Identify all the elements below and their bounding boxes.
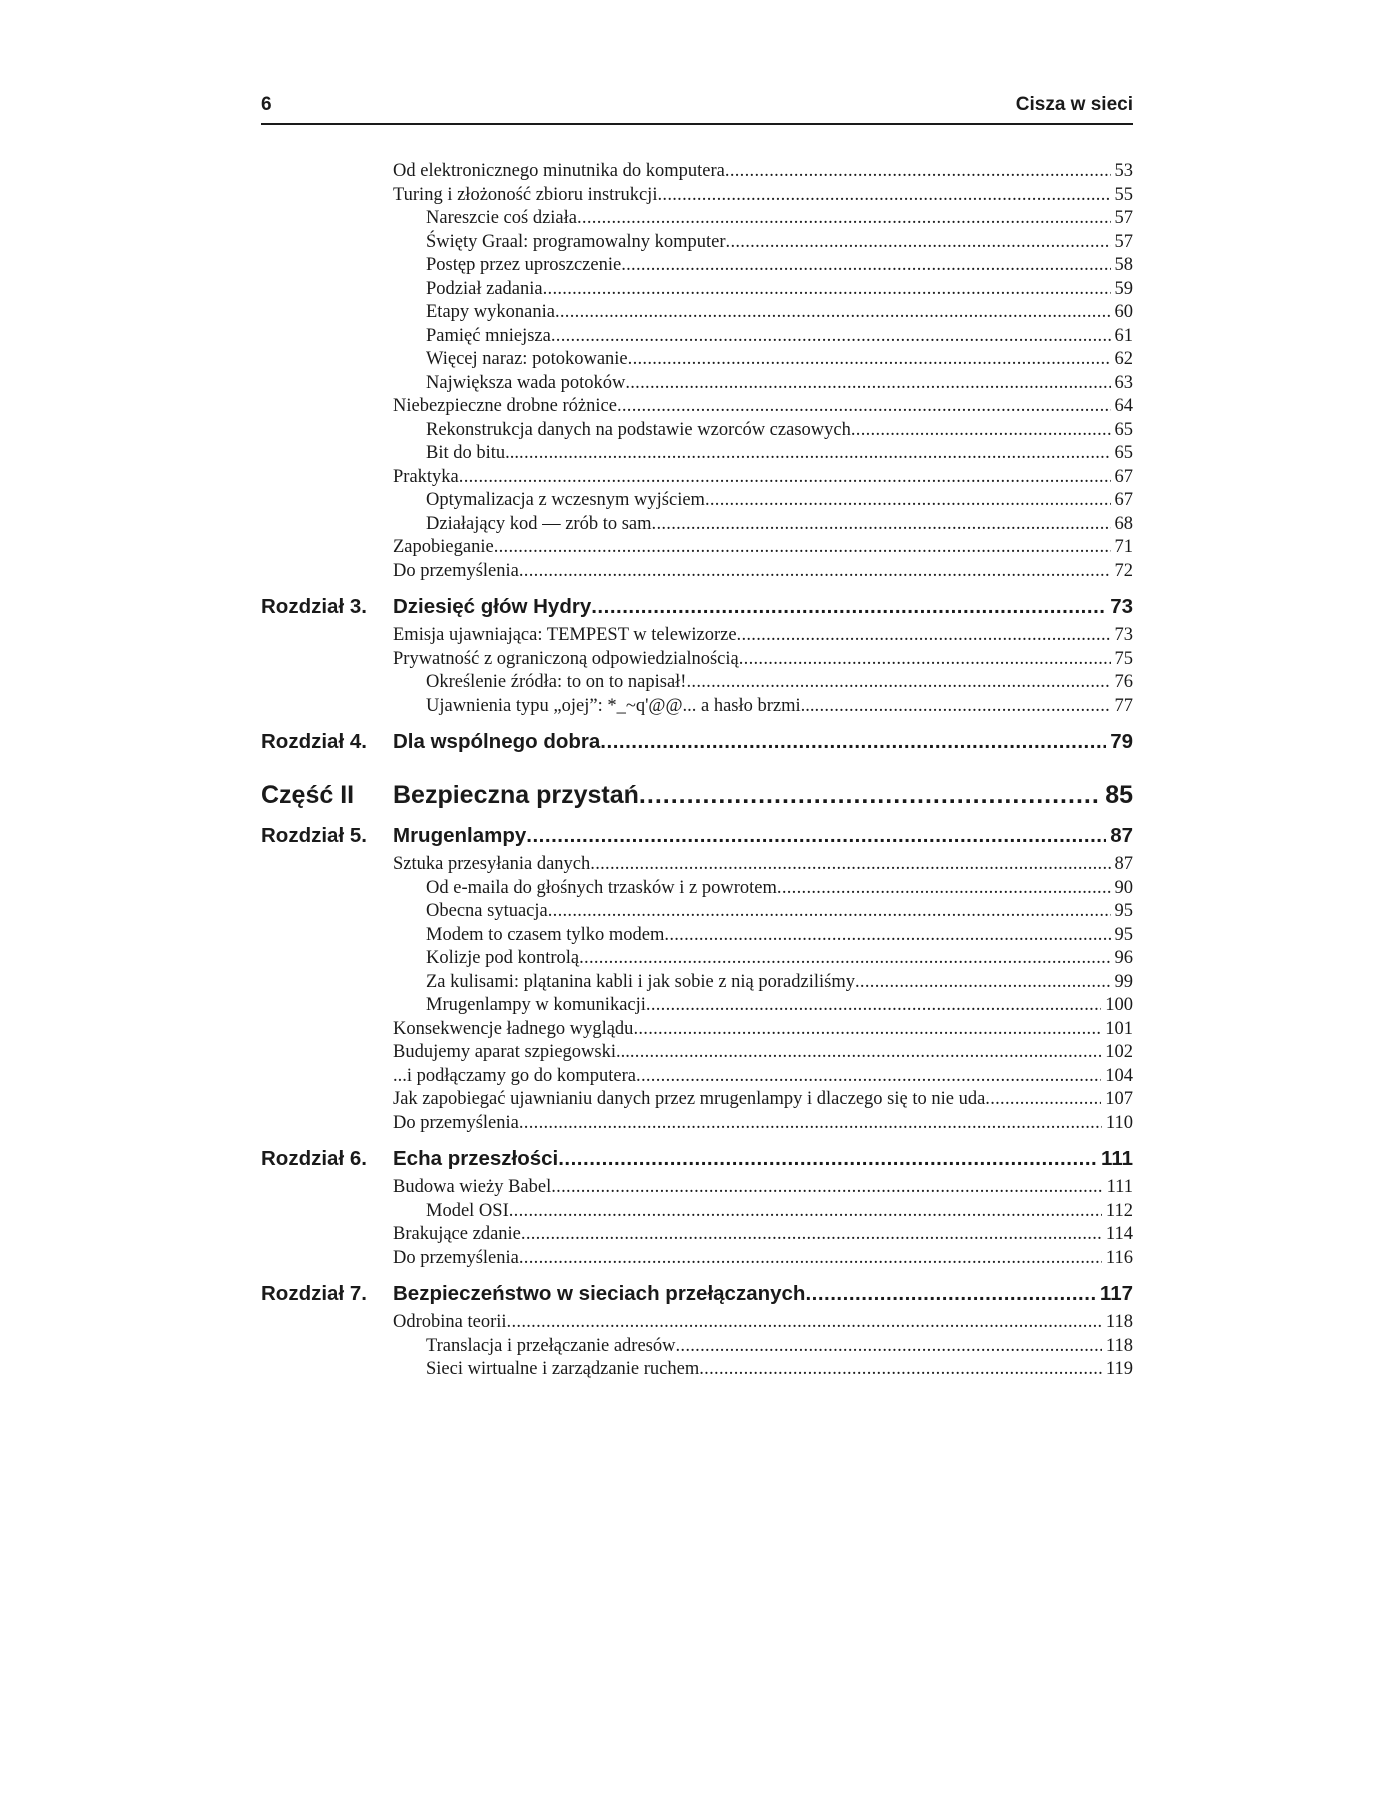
toc-entry-title: Pamięć mniejsza: [426, 325, 551, 346]
toc-entry-title: Od elektronicznego minutnika do komputera: [393, 161, 725, 181]
toc-page-number: 63: [1114, 372, 1133, 393]
toc-entry-title: Podział zadania: [426, 278, 543, 299]
dot-leader: [551, 325, 1111, 349]
toc-row-body: [393, 1112, 1133, 1136]
toc-entry-title: Święty Graal: programowalny komputer: [426, 231, 726, 252]
toc-entry-row: [261, 1223, 1133, 1247]
dot-leader: [551, 1176, 1102, 1200]
dot-leader: [633, 1018, 1101, 1042]
toc-page-number: 112: [1105, 1200, 1133, 1221]
toc-page-number: 101: [1105, 1018, 1133, 1039]
toc-page-number: 111: [1106, 1177, 1133, 1197]
toc-sub-row: [261, 1200, 1133, 1224]
dot-leader: [699, 1358, 1102, 1382]
toc-page-number: 119: [1105, 1359, 1133, 1379]
toc-entry-row: [261, 395, 1133, 419]
toc-entry-title: Za kulisami: plątanina kabli i jak sobie z nią poradziliśmy: [426, 971, 855, 992]
toc-row-body: [393, 372, 1133, 396]
toc-sub-row: [261, 1335, 1133, 1359]
toc-entry-title: Optymalizacja z wczesnym wyjściem: [426, 490, 705, 510]
toc-row-body: [393, 924, 1133, 948]
dot-leader: [726, 231, 1111, 255]
toc-page-number: 62: [1114, 349, 1133, 369]
toc-entry-row: [261, 1247, 1133, 1271]
toc-row-body: [393, 877, 1133, 901]
toc-entry-title: Ujawnienia typu „ojej”: *_~q'@@... a hasło brzmi...: [426, 695, 815, 716]
toc-row-body: [393, 560, 1133, 584]
toc-sub-row: [261, 301, 1133, 325]
toc-row-body: [393, 947, 1133, 971]
toc-page-number: 118: [1105, 1312, 1133, 1332]
toc-page-number: 96: [1114, 948, 1133, 968]
table-of-contents: [261, 160, 1133, 1382]
toc-entry-title: Największa wada potoków: [426, 372, 626, 393]
toc-entry-title: Mrugenlampy: [393, 824, 527, 847]
toc-entry-title: Więcej naraz: potokowanie: [426, 349, 628, 369]
toc-entry-title: Emisja ujawniająca: TEMPEST w telewizorze: [393, 625, 737, 645]
toc-page-number: 104: [1105, 1065, 1133, 1086]
toc-entry-title: Bit do bitu...: [426, 443, 520, 463]
toc-sub-row: [261, 278, 1133, 302]
toc-entry-title: Kolizje pod kontrolą: [426, 948, 580, 968]
toc-sub-row: [261, 207, 1133, 231]
toc-row-label: Rozdział 3.: [261, 595, 367, 618]
toc-sub-row: [261, 947, 1133, 971]
dot-leader: [636, 1065, 1101, 1089]
toc-page-number: 76: [1114, 672, 1133, 692]
toc-row-body: [393, 466, 1133, 490]
toc-row-body: [393, 1280, 1133, 1308]
toc-page-number: 65: [1114, 419, 1133, 440]
toc-entry-title: Dziesięć głów Hydry: [393, 595, 592, 618]
toc-page-number: 116: [1105, 1247, 1133, 1268]
toc-row-body: [393, 1176, 1133, 1200]
toc-page-number: 107: [1105, 1089, 1133, 1109]
toc-sub-row: [261, 231, 1133, 255]
toc-row-body: [393, 1358, 1133, 1382]
toc-chapter-row: [261, 822, 1133, 850]
dot-leader: [548, 900, 1111, 924]
toc-entry-title: Rekonstrukcja danych na podstawie wzorców czasowych: [426, 419, 851, 440]
toc-entry-title: ...i podłączamy go do komputera: [393, 1065, 637, 1086]
dot-leader: [639, 778, 1101, 812]
toc-page-number: 77: [1114, 695, 1133, 716]
toc-row-body: [393, 1223, 1133, 1247]
toc-entry-row: [261, 648, 1133, 672]
toc-page-number: 57: [1114, 231, 1133, 252]
toc-page-number: 73: [1114, 625, 1133, 645]
toc-row-body: [393, 207, 1133, 231]
dot-leader: [519, 560, 1111, 584]
toc-entry-title: Zapobieganie: [393, 537, 494, 557]
dot-leader: [579, 947, 1110, 971]
toc-entry-title: Od e-maila do głośnych trzasków i z powrotem: [426, 877, 777, 898]
dot-leader: [646, 994, 1101, 1018]
toc-row-body: [393, 254, 1133, 278]
toc-row-body: [393, 1041, 1133, 1065]
toc-entry-row: [261, 1088, 1133, 1112]
running-title: Cisza w sieci: [1015, 94, 1133, 115]
dot-leader: [519, 1247, 1102, 1271]
page-header: [261, 94, 1133, 116]
toc-page-number: 72: [1114, 560, 1133, 581]
dot-leader: [686, 671, 1110, 695]
dot-leader: [590, 853, 1110, 877]
toc-entry-title: Prywatność z ograniczoną odpowiedzialnością: [393, 648, 739, 669]
toc-row-body: [393, 971, 1133, 995]
dot-leader: [600, 728, 1106, 756]
dot-leader: [555, 301, 1111, 325]
toc-page-number: 110: [1105, 1112, 1133, 1133]
toc-page-number: 90: [1114, 877, 1133, 898]
toc-row-body: [393, 231, 1133, 255]
dot-leader: [675, 1335, 1101, 1359]
dot-leader: [664, 924, 1110, 948]
toc-sub-row: [261, 442, 1133, 466]
toc-page-number: 75: [1114, 648, 1133, 669]
toc-row-body: [393, 442, 1133, 466]
toc-row-label: Rozdział 4.: [261, 730, 367, 753]
dot-leader: [652, 513, 1111, 537]
toc-row-body: [393, 395, 1133, 419]
toc-entry-title: Do przemyślenia: [393, 1247, 519, 1268]
dot-leader: [855, 971, 1111, 995]
toc-row-body: [393, 489, 1133, 513]
toc-sub-row: [261, 877, 1133, 901]
toc-chapter-row: [261, 593, 1133, 621]
toc-row-body: [393, 1018, 1133, 1042]
dot-leader: [657, 184, 1110, 208]
toc-row-body: [393, 593, 1133, 621]
toc-row-body: [393, 695, 1133, 719]
toc-row-body: [393, 853, 1133, 877]
toc-page-number: 57: [1114, 208, 1133, 228]
dot-leader: [507, 1311, 1102, 1335]
dot-leader: [543, 278, 1111, 302]
toc-entry-title: Mrugenlampy w komunikacji: [426, 995, 646, 1015]
toc-entry-row: [261, 184, 1133, 208]
toc-page-number: 73: [1110, 595, 1133, 618]
toc-page-number: 87: [1114, 854, 1133, 874]
toc-entry-title: Bezpieczeństwo w sieciach przełączanych: [393, 1282, 806, 1305]
dot-leader: [519, 442, 1110, 466]
toc-entry-title: Działający kod — zrób to sam: [426, 513, 652, 534]
toc-entry-row: [261, 853, 1133, 877]
toc-entry-title: Sztuka przesyłania danych: [393, 854, 591, 874]
dot-leader: [725, 160, 1111, 184]
toc-entry-title: Brakujące zdanie: [393, 1224, 521, 1244]
dot-leader: [625, 372, 1110, 396]
toc-sub-row: [261, 513, 1133, 537]
toc-page-number: 79: [1110, 730, 1133, 753]
toc-row-body: [393, 1065, 1133, 1089]
toc-entry-title: Nareszcie coś działa: [426, 208, 577, 228]
toc-entry-row: [261, 560, 1133, 584]
toc-entry-title: Etapy wykonania: [426, 302, 555, 322]
toc-row-body: [393, 536, 1133, 560]
toc-entry-title: Echa przeszłości: [393, 1147, 559, 1170]
header-rule: [261, 123, 1133, 125]
toc-sub-row: [261, 671, 1133, 695]
toc-chapter-row: [261, 1145, 1133, 1173]
dot-leader: [739, 648, 1111, 672]
toc-entry-title: Modem to czasem tylko modem: [426, 924, 665, 945]
toc-entry-title: Dla wspólnego dobra: [393, 730, 601, 753]
toc-sub-row: [261, 695, 1133, 719]
toc-page-number: 71: [1114, 537, 1133, 557]
toc-row-body: [393, 301, 1133, 325]
dot-leader: [815, 695, 1111, 719]
dot-leader: [628, 348, 1111, 372]
toc-row-body: [393, 160, 1133, 184]
toc-entry-title: Turing i złożoność zbioru instrukcji: [393, 184, 658, 205]
toc-row-body: [393, 1088, 1133, 1112]
toc-sub-row: [261, 489, 1133, 513]
toc-page-number: 87: [1110, 824, 1133, 847]
toc-sub-row: [261, 971, 1133, 995]
toc-row-body: [393, 728, 1133, 756]
toc-page-number: 102: [1105, 1042, 1133, 1062]
toc-row-body: [393, 513, 1133, 537]
dot-leader: [494, 536, 1111, 560]
toc-part-row: [261, 778, 1133, 812]
toc-page-number: 114: [1105, 1224, 1133, 1244]
toc-row-body: [393, 419, 1133, 443]
dot-leader: [621, 254, 1110, 278]
toc-row-label: Rozdział 7.: [261, 1282, 367, 1305]
toc-page-number: 100: [1105, 995, 1133, 1015]
toc-entry-title: Budujemy aparat szpiegowski...: [393, 1042, 630, 1062]
toc-row-body: [393, 648, 1133, 672]
toc-row-label: Rozdział 5.: [261, 824, 367, 847]
toc-entry-row: [261, 1018, 1133, 1042]
toc-sub-row: [261, 325, 1133, 349]
toc-row-body: [393, 278, 1133, 302]
toc-row-body: [393, 900, 1133, 924]
dot-leader: [591, 593, 1106, 621]
toc-row-body: [393, 822, 1133, 850]
toc-entry-row: [261, 1112, 1133, 1136]
toc-row-label: Rozdział 6.: [261, 1147, 367, 1170]
toc-entry-title: Sieci wirtualne i zarządzanie ruchem: [426, 1359, 700, 1379]
toc-page-number: 53: [1114, 161, 1133, 181]
dot-leader: [577, 207, 1111, 231]
toc-chapter-row: [261, 728, 1133, 756]
dot-leader: [509, 1200, 1102, 1224]
toc-entry-title: Obecna sytuacja: [426, 901, 548, 921]
toc-entry-title: Odrobina teorii: [393, 1312, 507, 1332]
toc-row-body: [393, 1145, 1133, 1173]
dot-leader: [805, 1280, 1095, 1308]
toc-sub-row: [261, 254, 1133, 278]
toc-entry-title: Postęp przez uproszczenie: [426, 255, 622, 275]
toc-page-number: 58: [1114, 255, 1133, 275]
toc-entry-title: Praktyka: [393, 466, 459, 487]
toc-page-number: 60: [1114, 302, 1133, 322]
toc-entry-title: Translacja i przełączanie adresów: [426, 1335, 676, 1356]
toc-row-body: [393, 1311, 1133, 1335]
toc-page-number: 65: [1114, 443, 1133, 463]
toc-sub-row: [261, 900, 1133, 924]
dot-leader: [526, 822, 1106, 850]
toc-entry-title: Określenie źródła: to on to napisał!: [426, 672, 687, 692]
toc-page-number: 55: [1114, 184, 1133, 205]
toc-page-number: 64: [1114, 396, 1133, 416]
dot-leader: [630, 1041, 1101, 1065]
toc-row-body: [393, 1335, 1133, 1359]
toc-entry-title: Do przemyślenia: [393, 560, 519, 581]
dot-leader: [459, 466, 1111, 490]
toc-sub-row: [261, 924, 1133, 948]
toc-row-body: [393, 325, 1133, 349]
toc-entry-title: Budowa wieży Babel: [393, 1177, 552, 1197]
page-number: 6: [261, 94, 272, 115]
toc-page-number: 61: [1114, 325, 1133, 346]
toc-page-number: 85: [1105, 781, 1133, 809]
toc-row-body: [393, 994, 1133, 1018]
toc-page-number: 59: [1114, 278, 1133, 299]
toc-entry-row: [261, 536, 1133, 560]
dot-leader: [558, 1145, 1097, 1173]
toc-sub-row: [261, 372, 1133, 396]
toc-entry-title: Niebezpieczne drobne różnice: [393, 396, 617, 416]
toc-page-number: 118: [1105, 1335, 1133, 1356]
toc-row-body: [393, 1247, 1133, 1271]
dot-leader: [777, 877, 1111, 901]
toc-chapter-row: [261, 1280, 1133, 1308]
toc-row-body: [393, 624, 1133, 648]
toc-page-number: 99: [1114, 971, 1133, 992]
toc-page-number: 95: [1114, 901, 1133, 921]
toc-entry-row: [261, 1176, 1133, 1200]
toc-entry-title: Jak zapobiegać ujawnianiu danych przez mrugenlampy i dlaczego się to nie uda: [393, 1089, 986, 1109]
toc-page-number: 111: [1101, 1147, 1133, 1170]
toc-entry-title: Konsekwencje ładnego wyglądu: [393, 1018, 634, 1039]
toc-entry-row: [261, 466, 1133, 490]
dot-leader: [617, 395, 1111, 419]
toc-page-number: 67: [1114, 466, 1133, 487]
toc-row-body: [393, 1200, 1133, 1224]
toc-page-number: 67: [1114, 490, 1133, 510]
toc-entry-row: [261, 1041, 1133, 1065]
toc-row-body: [393, 671, 1133, 695]
toc-row-body: [393, 778, 1133, 812]
toc-entry-row: [261, 1065, 1133, 1089]
toc-entry-row: [261, 624, 1133, 648]
toc-row-body: [393, 184, 1133, 208]
toc-entry-title: Bezpieczna przystań: [393, 781, 639, 809]
dot-leader: [705, 489, 1111, 513]
toc-entry-row: [261, 160, 1133, 184]
toc-row-label: Część II: [261, 781, 355, 809]
dot-leader: [851, 419, 1111, 443]
toc-page-number: 95: [1114, 924, 1133, 945]
toc-entry-title: Model OSI: [426, 1200, 509, 1221]
dot-leader: [519, 1112, 1102, 1136]
dot-leader: [985, 1088, 1101, 1112]
toc-entry-row: [261, 1311, 1133, 1335]
toc-row-body: [393, 348, 1133, 372]
toc-sub-row: [261, 1358, 1133, 1382]
toc-sub-row: [261, 419, 1133, 443]
toc-page-number: 68: [1114, 513, 1133, 534]
toc-entry-title: Do przemyślenia: [393, 1112, 519, 1133]
dot-leader: [737, 624, 1111, 648]
toc-sub-row: [261, 994, 1133, 1018]
toc-page-number: 117: [1099, 1282, 1133, 1305]
dot-leader: [521, 1223, 1102, 1247]
toc-sub-row: [261, 348, 1133, 372]
